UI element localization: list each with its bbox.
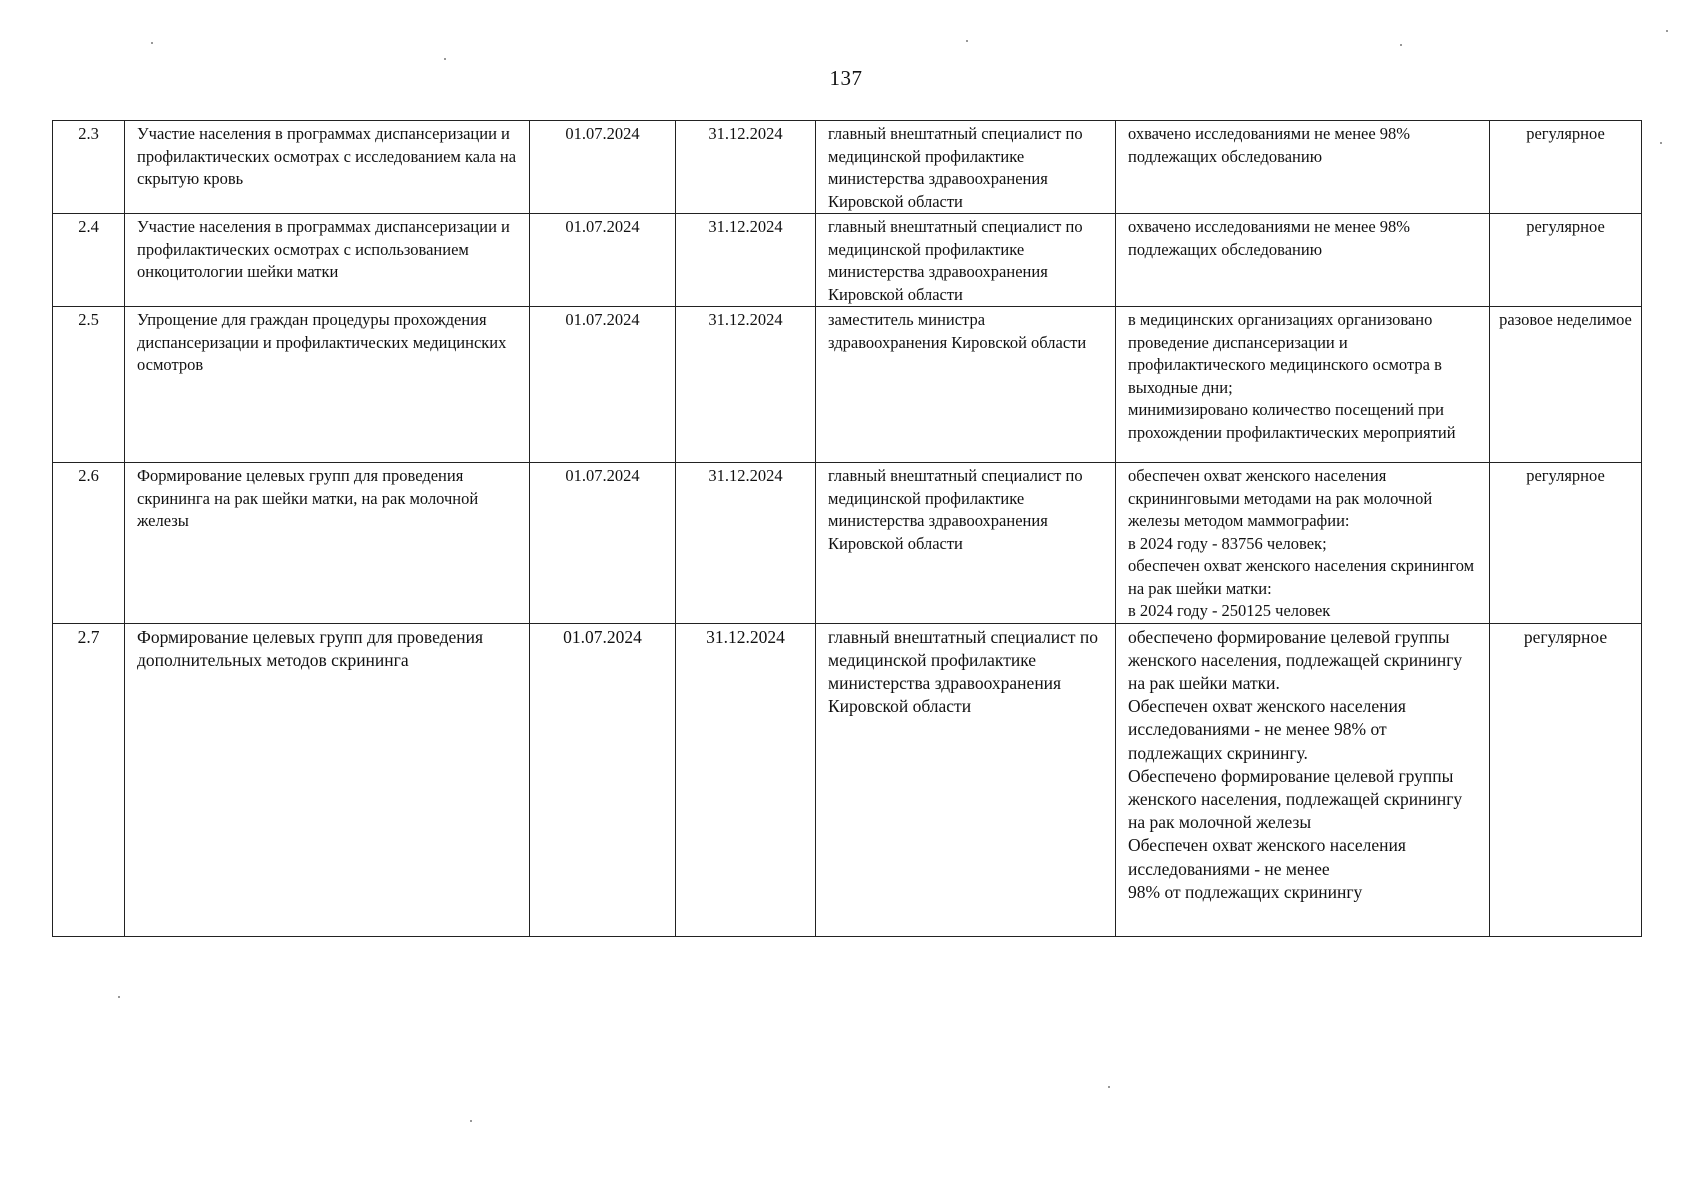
row-number: 2.3 (53, 121, 125, 214)
row-number: 2.4 (53, 214, 125, 307)
start-date-cell: 01.07.2024 (530, 307, 676, 463)
end-date-cell: 31.12.2024 (676, 307, 816, 463)
table-row (53, 121, 1642, 214)
result-cell: охвачено исследованиями не менее 98% подлежащих обследованию (1116, 214, 1490, 307)
action-cell: Участие населения в программах диспансеризации и профилактических осмотрах с исследованием кала на скрытую кровь (125, 121, 530, 214)
table-row (53, 214, 1642, 307)
page-number: 137 (829, 66, 863, 90)
result-cell: в медицинских организациях организовано проведение диспансеризации и профилактического медицинского осмотра в выходные дни; минимизировано количество посещений при прохождении профилактических мероприятий (1116, 307, 1490, 463)
table-row (53, 463, 1642, 624)
event-type-cell: регулярное (1490, 463, 1642, 624)
scan-speck (1666, 30, 1668, 32)
result-cell: обеспечено формирование целевой группы женского населения, подлежащей скринингу на рак шейки матки. Обеспечен охват женского населения исследованиями - не менее 98% от подлежащих скринингу. Обеспечено формирование целевой группы женского населения, подлежащей скринингу на рак молочной железы Обеспечен охват женского населения исследованиями - не менее 98% от подлежащих скринингу (1116, 623, 1490, 936)
event-type-cell: разовое неделимое (1490, 307, 1642, 463)
responsible-cell: главный внештатный специалист по медицинской профилактике министерства здравоохранения Кировской области (816, 214, 1116, 307)
end-date-cell: 31.12.2024 (676, 623, 816, 936)
row-number: 2.6 (53, 463, 125, 624)
responsible-cell: главный внештатный специалист по медицинской профилактике министерства здравоохранения Кировской области (816, 463, 1116, 624)
table-row (53, 623, 1642, 936)
action-cell: Формирование целевых групп для проведения скрининга на рак шейки матки, на рак молочной железы (125, 463, 530, 624)
result-cell: обеспечен охват женского населения скрининговыми методами на рак молочной железы методом маммографии: в 2024 году - 83756 человек; обеспечен охват женского населения скринингом на рак шейки матки: в 2024 году - 250125 человек (1116, 463, 1490, 624)
event-type-cell: регулярное (1490, 623, 1642, 936)
scan-speck (151, 42, 153, 44)
event-type-cell: регулярное (1490, 214, 1642, 307)
action-cell: Формирование целевых групп для проведения дополнительных методов скрининга (125, 623, 530, 936)
end-date-cell: 31.12.2024 (676, 463, 816, 624)
start-date-cell: 01.07.2024 (530, 121, 676, 214)
row-number: 2.7 (53, 623, 125, 936)
table-row (53, 307, 1642, 463)
scan-speck (1400, 44, 1402, 46)
action-cell: Участие населения в программах диспансеризации и профилактических осмотрах с использованием онкоцитологии шейки матки (125, 214, 530, 307)
scan-speck (118, 996, 120, 998)
result-cell: охвачено исследованиями не менее 98% подлежащих обследованию (1116, 121, 1490, 214)
action-cell: Упрощение для граждан процедуры прохождения диспансеризации и профилактических медицинских осмотров (125, 307, 530, 463)
scan-speck (470, 1120, 472, 1122)
scan-speck (444, 58, 446, 60)
start-date-cell: 01.07.2024 (530, 463, 676, 624)
row-number: 2.5 (53, 307, 125, 463)
start-date-cell: 01.07.2024 (530, 623, 676, 936)
responsible-cell: главный внештатный специалист по медицинской профилактике министерства здравоохранения Кировской области (816, 623, 1116, 936)
end-date-cell: 31.12.2024 (676, 214, 816, 307)
plan-table (52, 120, 1642, 937)
scan-speck (1660, 142, 1662, 144)
responsible-cell: главный внештатный специалист по медицинской профилактике министерства здравоохранения Кировской области (816, 121, 1116, 214)
end-date-cell: 31.12.2024 (676, 121, 816, 214)
start-date-cell: 01.07.2024 (530, 214, 676, 307)
scan-speck (1108, 1086, 1110, 1088)
scan-speck (966, 40, 968, 42)
responsible-cell: заместитель министра здравоохранения Кировской области (816, 307, 1116, 463)
event-type-cell: регулярное (1490, 121, 1642, 214)
